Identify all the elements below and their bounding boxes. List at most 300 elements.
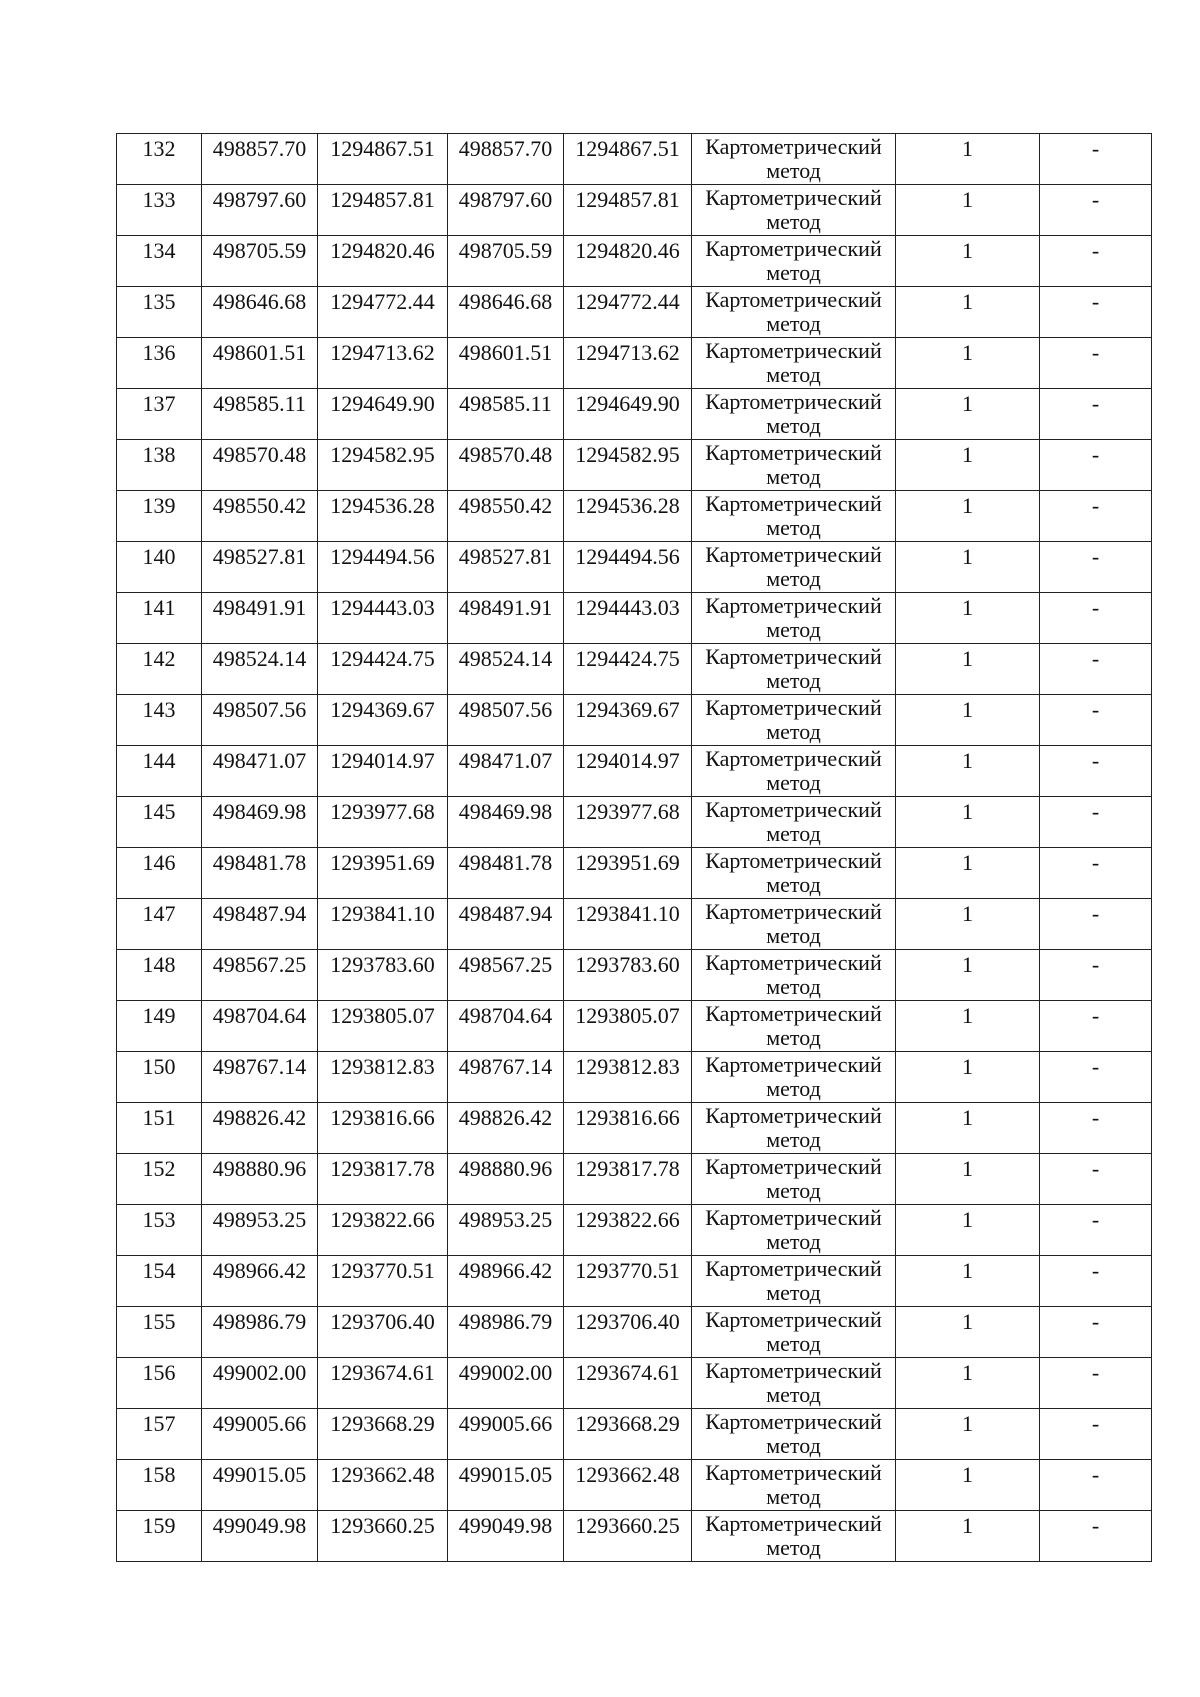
y-specified-cell (564, 440, 692, 491)
y2-value: 1293812.83 (575, 1054, 680, 1079)
x2-value: 498524.14 (458, 646, 553, 671)
x1-value: 499005.66 (212, 1411, 307, 1436)
num-value: 143 (142, 697, 176, 722)
note-cell (1040, 695, 1152, 746)
accuracy-value: 1 (962, 544, 973, 569)
x-existing-cell (202, 1052, 318, 1103)
note-cell (1040, 899, 1152, 950)
method-cell (692, 1409, 896, 1460)
method-cell (692, 1307, 896, 1358)
y2-value: 1293706.40 (575, 1309, 680, 1334)
table-row (117, 950, 1152, 1001)
point-number-cell (117, 593, 202, 644)
num-value: 150 (142, 1054, 176, 1079)
note-value: - (1091, 340, 1100, 365)
num-value: 132 (142, 136, 176, 161)
x-specified-cell (448, 338, 564, 389)
point-number-cell (117, 1511, 202, 1562)
y1-value: 1293817.78 (330, 1156, 435, 1181)
y-existing-cell (318, 389, 448, 440)
y2-value: 1294649.90 (575, 391, 680, 416)
x1-value: 498585.11 (213, 391, 306, 416)
note-cell (1040, 848, 1152, 899)
x-existing-cell (202, 134, 318, 185)
x-existing-cell (202, 1358, 318, 1409)
method-cell (692, 185, 896, 236)
y1-value: 1293841.10 (330, 901, 435, 926)
y-specified-cell (564, 644, 692, 695)
y-existing-cell (318, 1001, 448, 1052)
note-cell (1040, 389, 1152, 440)
x-existing-cell (202, 1256, 318, 1307)
method-value: Картометрический метод (705, 134, 882, 183)
x2-value: 498469.98 (458, 799, 553, 824)
x2-value: 498797.60 (458, 187, 553, 212)
x1-value: 498481.78 (212, 850, 307, 875)
y-existing-cell (318, 338, 448, 389)
y-existing-cell (318, 950, 448, 1001)
accuracy-value: 1 (962, 493, 973, 518)
accuracy-value: 1 (962, 289, 973, 314)
method-value: Картометрический метод (705, 440, 882, 489)
x-specified-cell (448, 491, 564, 542)
x-existing-cell (202, 848, 318, 899)
note-cell (1040, 287, 1152, 338)
x-specified-cell (448, 848, 564, 899)
x1-value: 498826.42 (212, 1105, 307, 1130)
table-row (117, 899, 1152, 950)
x1-value: 498797.60 (212, 187, 307, 212)
note-value: - (1091, 238, 1100, 263)
x-existing-cell (202, 491, 318, 542)
x2-value: 498570.48 (458, 442, 553, 467)
accuracy-cell (896, 746, 1040, 797)
table-row (117, 440, 1152, 491)
y2-value: 1293770.51 (575, 1258, 680, 1283)
note-value: - (1091, 1054, 1100, 1079)
y2-value: 1293977.68 (575, 799, 680, 824)
table-row (117, 644, 1152, 695)
method-value: Картометрический метод (705, 848, 882, 897)
method-value: Картометрический метод (705, 1460, 882, 1509)
num-value: 158 (142, 1462, 176, 1487)
num-value: 139 (142, 493, 176, 518)
num-value: 154 (142, 1258, 176, 1283)
method-value: Картометрический метод (705, 593, 882, 642)
method-value: Картометрический метод (705, 1358, 882, 1407)
method-cell (692, 1154, 896, 1205)
accuracy-value: 1 (962, 1003, 973, 1028)
method-cell (692, 1460, 896, 1511)
point-number-cell (117, 1460, 202, 1511)
x-specified-cell (448, 746, 564, 797)
x-specified-cell (448, 134, 564, 185)
method-value: Картометрический метод (705, 1103, 882, 1152)
note-value: - (1091, 136, 1100, 161)
x2-value: 499005.66 (458, 1411, 553, 1436)
table-row (117, 185, 1152, 236)
x-existing-cell (202, 338, 318, 389)
x-existing-cell (202, 1511, 318, 1562)
note-cell (1040, 644, 1152, 695)
method-cell (692, 542, 896, 593)
note-value: - (1091, 1513, 1100, 1538)
x1-value: 498857.70 (212, 136, 307, 161)
note-value: - (1091, 1258, 1100, 1283)
accuracy-value: 1 (962, 340, 973, 365)
y-existing-cell (318, 593, 448, 644)
method-cell (692, 950, 896, 1001)
num-value: 140 (142, 544, 176, 569)
point-number-cell (117, 1307, 202, 1358)
point-number-cell (117, 695, 202, 746)
note-value: - (1091, 1411, 1100, 1436)
x-specified-cell (448, 542, 564, 593)
method-cell (692, 1001, 896, 1052)
y1-value: 1294649.90 (330, 391, 435, 416)
accuracy-cell (896, 1154, 1040, 1205)
method-value: Картометрический метод (705, 287, 882, 336)
method-value: Картометрический метод (705, 491, 882, 540)
method-value: Картометрический метод (705, 338, 882, 387)
x1-value: 498487.94 (212, 901, 307, 926)
point-number-cell (117, 236, 202, 287)
x1-value: 499015.05 (212, 1462, 307, 1487)
x-specified-cell (448, 389, 564, 440)
table-row (117, 1052, 1152, 1103)
note-value: - (1091, 748, 1100, 773)
y1-value: 1293668.29 (330, 1411, 435, 1436)
x1-value: 499002.00 (212, 1360, 307, 1385)
accuracy-cell (896, 338, 1040, 389)
y1-value: 1293822.66 (330, 1207, 435, 1232)
method-value: Картометрический метод (705, 1307, 882, 1356)
x2-value: 498585.11 (459, 391, 552, 416)
point-number-cell (117, 797, 202, 848)
note-cell (1040, 1358, 1152, 1409)
point-number-cell (117, 134, 202, 185)
accuracy-cell (896, 1256, 1040, 1307)
y-specified-cell (564, 236, 692, 287)
x-specified-cell (448, 644, 564, 695)
y2-value: 1293668.29 (575, 1411, 680, 1436)
x-specified-cell (448, 1001, 564, 1052)
table-row (117, 1409, 1152, 1460)
note-value: - (1091, 1003, 1100, 1028)
point-number-cell (117, 1001, 202, 1052)
y2-value: 1294443.03 (575, 595, 680, 620)
note-cell (1040, 1460, 1152, 1511)
num-value: 156 (142, 1360, 176, 1385)
note-cell (1040, 1256, 1152, 1307)
note-value: - (1091, 901, 1100, 926)
point-number-cell (117, 1052, 202, 1103)
note-value: - (1091, 289, 1100, 314)
point-number-cell (117, 440, 202, 491)
x2-value: 498826.42 (458, 1105, 553, 1130)
accuracy-value: 1 (962, 187, 973, 212)
y-specified-cell (564, 1460, 692, 1511)
accuracy-cell (896, 134, 1040, 185)
y-existing-cell (318, 1154, 448, 1205)
method-value: Картометрический метод (705, 695, 882, 744)
accuracy-value: 1 (962, 1054, 973, 1079)
y-existing-cell (318, 797, 448, 848)
x2-value: 498491.91 (458, 595, 553, 620)
accuracy-value: 1 (962, 697, 973, 722)
num-value: 151 (142, 1105, 176, 1130)
note-value: - (1091, 544, 1100, 569)
y-specified-cell (564, 695, 692, 746)
table-row (117, 1256, 1152, 1307)
accuracy-cell (896, 1307, 1040, 1358)
y1-value: 1293951.69 (330, 850, 435, 875)
x1-value: 498704.64 (212, 1003, 307, 1028)
y1-value: 1294582.95 (330, 442, 435, 467)
method-cell (692, 440, 896, 491)
point-number-cell (117, 389, 202, 440)
point-number-cell (117, 338, 202, 389)
num-value: 159 (142, 1513, 176, 1538)
table-row (117, 491, 1152, 542)
num-value: 138 (142, 442, 176, 467)
y-specified-cell (564, 1307, 692, 1358)
num-value: 137 (142, 391, 176, 416)
accuracy-cell (896, 491, 1040, 542)
method-value: Картометрический метод (705, 899, 882, 948)
y-specified-cell (564, 185, 692, 236)
note-cell (1040, 1154, 1152, 1205)
y-specified-cell (564, 1409, 692, 1460)
point-number-cell (117, 491, 202, 542)
accuracy-cell (896, 440, 1040, 491)
x-existing-cell (202, 1460, 318, 1511)
method-cell (692, 899, 896, 950)
method-value: Картометрический метод (705, 389, 882, 438)
y1-value: 1293662.48 (330, 1462, 435, 1487)
y-existing-cell (318, 899, 448, 950)
accuracy-cell (896, 593, 1040, 644)
y2-value: 1293783.60 (575, 952, 680, 977)
x1-value: 498527.81 (212, 544, 307, 569)
coordinates-table-body (117, 134, 1152, 1562)
y2-value: 1294857.81 (575, 187, 680, 212)
accuracy-value: 1 (962, 442, 973, 467)
x1-value: 498646.68 (212, 289, 307, 314)
method-cell (692, 695, 896, 746)
note-cell (1040, 1052, 1152, 1103)
method-value: Картометрический метод (705, 1256, 882, 1305)
num-value: 144 (142, 748, 176, 773)
note-cell (1040, 746, 1152, 797)
method-cell (692, 134, 896, 185)
method-value: Картометрический метод (705, 1154, 882, 1203)
y2-value: 1293805.07 (575, 1003, 680, 1028)
x-specified-cell (448, 1103, 564, 1154)
y-specified-cell (564, 491, 692, 542)
method-cell (692, 287, 896, 338)
x-existing-cell (202, 950, 318, 1001)
table-row (117, 542, 1152, 593)
x-existing-cell (202, 644, 318, 695)
y-specified-cell (564, 593, 692, 644)
x2-value: 498704.64 (458, 1003, 553, 1028)
y2-value: 1294369.67 (575, 697, 680, 722)
x-existing-cell (202, 542, 318, 593)
accuracy-cell (896, 185, 1040, 236)
y-specified-cell (564, 950, 692, 1001)
method-cell (692, 1052, 896, 1103)
note-cell (1040, 1001, 1152, 1052)
x2-value: 498953.25 (458, 1207, 553, 1232)
table-row (117, 746, 1152, 797)
accuracy-value: 1 (962, 238, 973, 263)
x1-value: 498491.91 (212, 595, 307, 620)
note-value: - (1091, 952, 1100, 977)
x2-value: 498527.81 (458, 544, 553, 569)
y2-value: 1294424.75 (575, 646, 680, 671)
y1-value: 1293812.83 (330, 1054, 435, 1079)
y2-value: 1293816.66 (575, 1105, 680, 1130)
y-specified-cell (564, 1511, 692, 1562)
accuracy-cell (896, 1205, 1040, 1256)
x-existing-cell (202, 1154, 318, 1205)
num-value: 152 (142, 1156, 176, 1181)
y-specified-cell (564, 542, 692, 593)
x-specified-cell (448, 440, 564, 491)
x2-value: 498487.94 (458, 901, 553, 926)
method-value: Картометрический метод (705, 797, 882, 846)
y-specified-cell (564, 1052, 692, 1103)
method-cell (692, 1205, 896, 1256)
note-cell (1040, 1307, 1152, 1358)
y2-value: 1294582.95 (575, 442, 680, 467)
y1-value: 1293805.07 (330, 1003, 435, 1028)
accuracy-value: 1 (962, 901, 973, 926)
y2-value: 1293817.78 (575, 1156, 680, 1181)
table-row (117, 848, 1152, 899)
x-specified-cell (448, 1205, 564, 1256)
x1-value: 498966.42 (212, 1258, 307, 1283)
x1-value: 498570.48 (212, 442, 307, 467)
method-cell (692, 1511, 896, 1562)
x2-value: 499049.98 (458, 1513, 553, 1538)
method-value: Картометрический метод (705, 1001, 882, 1050)
accuracy-value: 1 (962, 850, 973, 875)
y2-value: 1294494.56 (575, 544, 680, 569)
method-cell (692, 236, 896, 287)
x-specified-cell (448, 1511, 564, 1562)
point-number-cell (117, 1154, 202, 1205)
point-number-cell (117, 950, 202, 1001)
x-specified-cell (448, 1358, 564, 1409)
accuracy-cell (896, 287, 1040, 338)
note-value: - (1091, 493, 1100, 518)
accuracy-cell (896, 1460, 1040, 1511)
x2-value: 499015.05 (458, 1462, 553, 1487)
point-number-cell (117, 848, 202, 899)
x-existing-cell (202, 1103, 318, 1154)
note-cell (1040, 338, 1152, 389)
accuracy-value: 1 (962, 799, 973, 824)
note-value: - (1091, 1207, 1100, 1232)
y2-value: 1293674.61 (575, 1360, 680, 1385)
method-cell (692, 338, 896, 389)
accuracy-cell (896, 797, 1040, 848)
method-cell (692, 1358, 896, 1409)
x-existing-cell (202, 287, 318, 338)
x2-value: 498986.79 (458, 1309, 553, 1334)
y2-value: 1293662.48 (575, 1462, 680, 1487)
method-cell (692, 1256, 896, 1307)
point-number-cell (117, 1256, 202, 1307)
y-existing-cell (318, 542, 448, 593)
y-specified-cell (564, 797, 692, 848)
x-specified-cell (448, 1256, 564, 1307)
note-value: - (1091, 1360, 1100, 1385)
method-cell (692, 593, 896, 644)
y1-value: 1293977.68 (330, 799, 435, 824)
note-value: - (1091, 391, 1100, 416)
accuracy-cell (896, 389, 1040, 440)
y-existing-cell (318, 1409, 448, 1460)
x2-value: 498646.68 (458, 289, 553, 314)
x-existing-cell (202, 185, 318, 236)
y1-value: 1294494.56 (330, 544, 435, 569)
x2-value: 498481.78 (458, 850, 553, 875)
note-cell (1040, 1103, 1152, 1154)
accuracy-value: 1 (962, 1156, 973, 1181)
note-cell (1040, 797, 1152, 848)
y1-value: 1294014.97 (330, 748, 435, 773)
note-value: - (1091, 1309, 1100, 1334)
y-existing-cell (318, 1103, 448, 1154)
y-specified-cell (564, 746, 692, 797)
y2-value: 1294536.28 (575, 493, 680, 518)
note-value: - (1091, 1156, 1100, 1181)
num-value: 147 (142, 901, 176, 926)
accuracy-value: 1 (962, 646, 973, 671)
x-existing-cell (202, 797, 318, 848)
num-value: 142 (142, 646, 176, 671)
note-value: - (1091, 799, 1100, 824)
y2-value: 1293822.66 (575, 1207, 680, 1232)
method-cell (692, 491, 896, 542)
accuracy-value: 1 (962, 1360, 973, 1385)
accuracy-value: 1 (962, 952, 973, 977)
x1-value: 498953.25 (212, 1207, 307, 1232)
table-row (117, 1154, 1152, 1205)
accuracy-cell (896, 1511, 1040, 1562)
y-specified-cell (564, 287, 692, 338)
x-specified-cell (448, 287, 564, 338)
y1-value: 1294443.03 (330, 595, 435, 620)
y2-value: 1293951.69 (575, 850, 680, 875)
y-existing-cell (318, 287, 448, 338)
x-specified-cell (448, 1052, 564, 1103)
point-number-cell (117, 1205, 202, 1256)
y2-value: 1293660.25 (575, 1513, 680, 1538)
x-existing-cell (202, 440, 318, 491)
method-value: Картометрический метод (705, 746, 882, 795)
y-existing-cell (318, 1256, 448, 1307)
y1-value: 1294536.28 (330, 493, 435, 518)
y-existing-cell (318, 848, 448, 899)
y-specified-cell (564, 338, 692, 389)
y1-value: 1294857.81 (330, 187, 435, 212)
method-cell (692, 644, 896, 695)
note-cell (1040, 440, 1152, 491)
